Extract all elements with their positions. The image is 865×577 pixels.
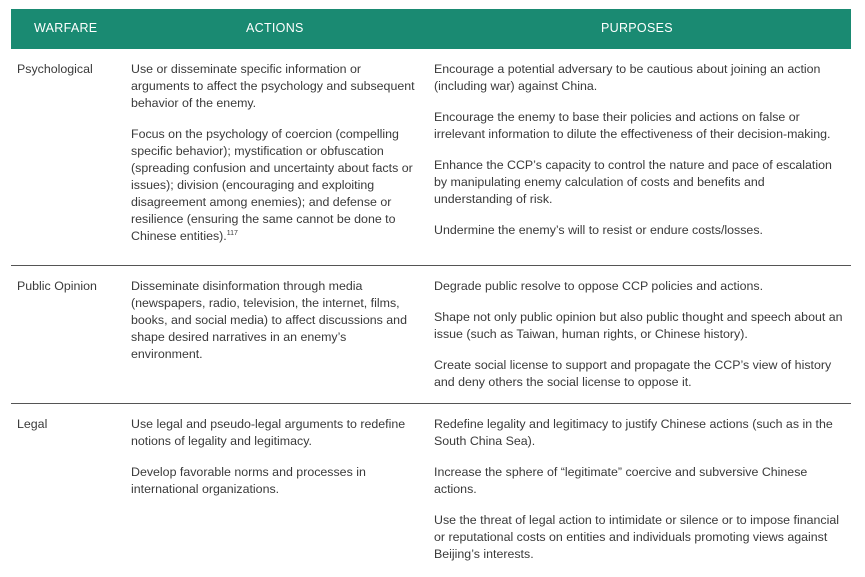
header-purposes: PURPOSES [601, 21, 673, 35]
table-header [11, 9, 851, 49]
purpose-text: Redefine legality and legitimacy to justify Chinese actions (such as in the South China Sea). [434, 417, 833, 448]
purpose-text: Create social license to support and propagate the CCP’s view of history and deny others the social license to oppose it. [434, 358, 832, 389]
header-actions: ACTIONS [246, 21, 304, 35]
action-text: Use legal and pseudo-legal arguments to redefine notions of legality and legitimacy. [131, 417, 406, 448]
warfare-type: Legal [17, 417, 48, 431]
purposes-cell [434, 278, 846, 405]
purpose-text: Enhance the CCP’s capacity to control the nature and pace of escalation by manipulating enemy calculation of costs and benefits and understanding of risk. [434, 158, 832, 206]
footnote-ref: 117 [226, 229, 238, 237]
warfare-table [11, 9, 851, 564]
purpose-text: Degrade public resolve to oppose CCP policies and actions. [434, 279, 764, 293]
action-text: Disseminate disinformation through media (newspapers, radio, television, the internet, films, books, and social media) to affect discussions and shape desired narratives in an enemy’s environment. [131, 279, 407, 361]
purpose-text: Increase the sphere of “legitimate” coercive and subversive Chinese actions. [434, 465, 808, 496]
action-text: Develop favorable norms and processes in international organizations. [131, 465, 366, 496]
header-warfare: WARFARE [34, 21, 98, 35]
purposes-cell [434, 61, 846, 253]
action-text-with-footnote [131, 126, 419, 245]
action-text: Focus on the psychology of coercion (compelling specific behavior); mystification or obfuscation (spreading confusion and uncertainty about facts or issues); division (encouraging and exploiting disagreement among enemies); and defense or resilience (ensuring the same cannot be done to Chinese entities). [131, 127, 413, 243]
purpose-text: Use the threat of legal action to intimidate or silence or to impose financial or reputational costs on entities and individuals promoting views against Beijing’s interests. [434, 513, 839, 561]
actions-cell [131, 416, 419, 512]
actions-cell [131, 278, 419, 377]
purpose-text: Encourage a potential adversary to be cautious about joining an action (including war) against China. [434, 62, 821, 93]
warfare-type: Psychological [17, 62, 93, 76]
purpose-text: Encourage the enemy to base their policies and actions on false or irrelevant information to dilute the effectiveness of their decision-making. [434, 110, 831, 141]
table-row-legal [11, 404, 851, 564]
actions-cell [131, 61, 419, 259]
purposes-cell [434, 416, 846, 577]
table-row-public-opinion [11, 266, 851, 404]
action-text: Use or disseminate specific information or arguments to affect the psychology and subsequent behavior of the enemy. [131, 62, 415, 110]
purpose-text: Shape not only public opinion but also public thought and speech about an issue (such as Taiwan, human rights, or Chinese history). [434, 310, 843, 341]
table-row-psychological [11, 49, 851, 266]
purpose-text: Undermine the enemy’s will to resist or endure costs/losses. [434, 223, 763, 237]
warfare-type: Public Opinion [17, 279, 97, 293]
